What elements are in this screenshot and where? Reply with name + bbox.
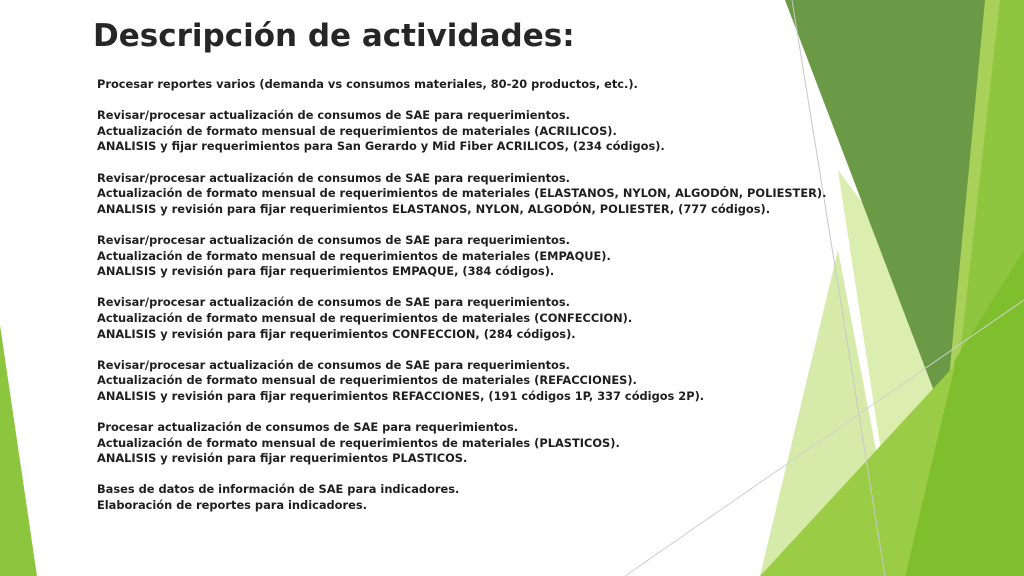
activity-line: ANALISIS y revisión para fijar requerimientos CONFECCION, (284 códigos). xyxy=(97,326,576,341)
left-green-shape xyxy=(0,325,37,576)
activity-block-elastanos xyxy=(97,170,827,218)
activity-line: Revisar/procesar actualización de consumos de SAE para requerimientos. xyxy=(97,357,570,372)
activity-line: Actualización de formato mensual de requerimientos de materiales (PLASTICOS). xyxy=(97,435,620,450)
activity-line: Actualización de formato mensual de requerimientos de materiales (REFACCIONES). xyxy=(97,373,637,388)
slide-title: Descripción de actividades: xyxy=(93,18,575,54)
activity-line: Actualización de formato mensual de requerimientos de materiales (ELASTANOS, NYLON, ALGODÓN, POLIESTER). xyxy=(97,186,827,201)
activity-line: Revisar/procesar actualización de consumos de SAE para requerimientos. xyxy=(97,295,570,310)
activity-line: Revisar/procesar actualización de consumos de SAE para requerimientos. xyxy=(97,170,570,185)
activity-block-indicadores xyxy=(97,482,797,513)
activities-list xyxy=(97,77,827,529)
activity-line: Procesar reportes varios (demanda vs consumos materiales, 80-20 productos, etc.). xyxy=(97,77,638,91)
activity-line: ANALISIS y revisión para fijar requerimientos REFACCIONES, (191 códigos 1P, 337 códigos 2P). xyxy=(97,388,705,403)
activity-line: Actualización de formato mensual de requerimientos de materiales (CONFECCION). xyxy=(97,310,633,325)
activity-block-refacciones xyxy=(97,358,797,405)
activity-line: ANALISIS y revisión para fijar requerimientos ELASTANOS, NYLON, ALGODÓN, POLIESTER, (777 códigos). xyxy=(97,201,771,216)
activity-block-plasticos xyxy=(97,420,797,467)
activity-block-acrilicos xyxy=(97,108,797,155)
activity-line: Revisar/procesar actualización de consumos de SAE para requerimientos. xyxy=(97,108,570,123)
activity-block-reportes xyxy=(97,77,797,93)
activity-block-empaque xyxy=(97,233,797,280)
activity-line: ANALISIS y revisión para fijar requerimientos EMPAQUE, (384 códigos). xyxy=(97,264,555,279)
activity-line: Actualización de formato mensual de requerimientos de materiales (ACRILICOS). xyxy=(97,123,617,138)
activity-line: Procesar actualización de consumos de SAE para requerimientos. xyxy=(97,420,519,435)
activity-line: Actualización de formato mensual de requerimientos de materiales (EMPAQUE). xyxy=(97,248,611,263)
activity-line: Elaboración de reportes para indicadores. xyxy=(97,498,367,513)
activity-line: Revisar/procesar actualización de consumos de SAE para requerimientos. xyxy=(97,232,570,247)
activity-block-confeccion xyxy=(97,295,797,342)
activity-line: Bases de datos de información de SAE para indicadores. xyxy=(97,482,460,497)
activity-line: ANALISIS y revisión para fijar requerimientos PLASTICOS. xyxy=(97,451,468,466)
activity-line: ANALISIS y fijar requerimientos para San Gerardo y Mid Fiber ACRILICOS, (234 códigos). xyxy=(97,139,665,154)
